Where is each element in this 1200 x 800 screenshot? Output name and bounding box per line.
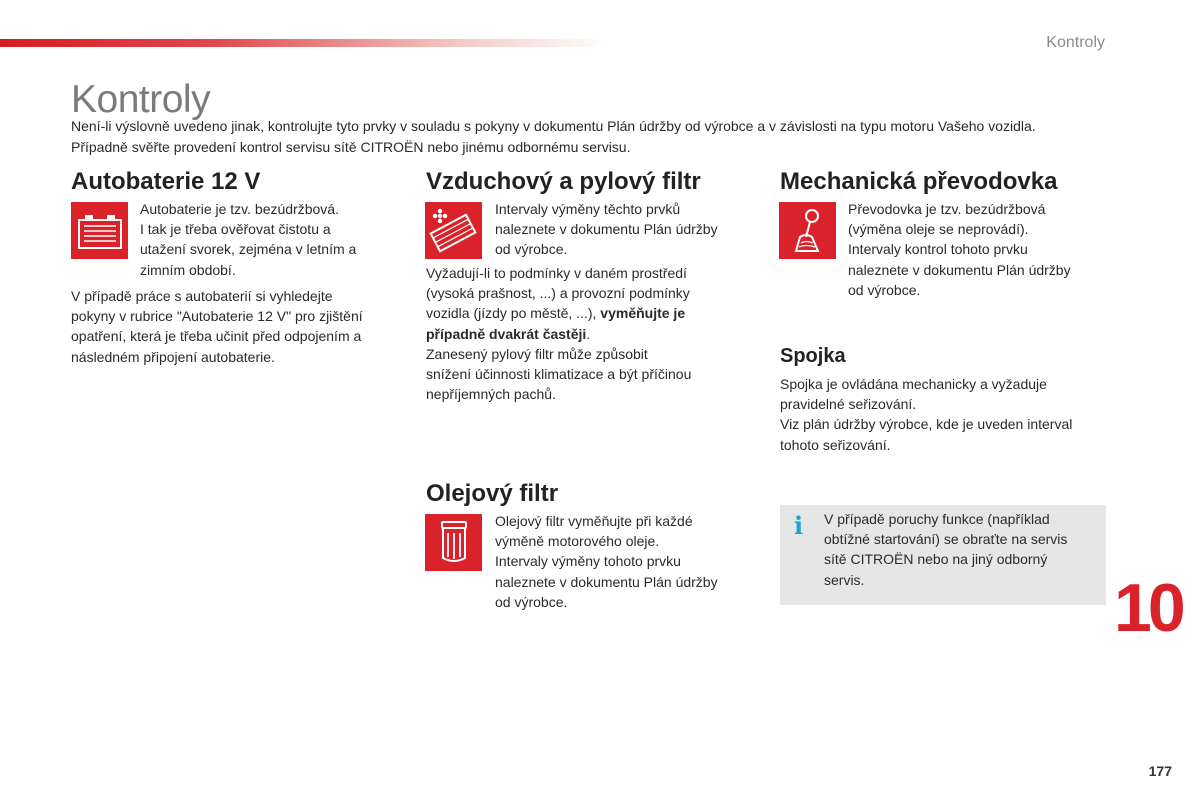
air-filter-icon — [425, 202, 482, 259]
text-line: servis. — [824, 571, 865, 588]
intro-line: Případně svěřte provedení kontrol servisu sítě CITROËN nebo jinému odbornému servisu. — [71, 138, 631, 155]
header-accent-bar — [0, 39, 610, 47]
text-line: od výrobce. — [495, 593, 568, 610]
gearbox-text — [848, 199, 1118, 300]
text-line: V případě poruchy funkce (například — [824, 511, 1050, 527]
battery-paragraph — [71, 286, 411, 367]
text-line: Převodovka je tzv. bezúdržbová — [848, 201, 1046, 217]
intro-text — [71, 116, 1131, 157]
clutch-text — [780, 374, 1120, 455]
text-line: nepříjemných pachů. — [426, 386, 556, 403]
chapter-number: 10 — [1114, 570, 1182, 646]
text-span: vozidla (jízdy po městě, ...), — [426, 305, 601, 322]
battery-intro — [140, 199, 400, 280]
emphasis-text: případně dvakrát častěji — [426, 325, 587, 342]
oil-filter-text — [495, 511, 755, 612]
text-line: pravidelné seřizování. — [780, 396, 917, 413]
info-text — [824, 509, 1100, 590]
text-line: Vyžadují-li to podmínky v daném prostředí — [426, 265, 687, 281]
text-span: . — [586, 325, 591, 342]
gear-lever-icon — [779, 202, 836, 259]
air-filter-paragraph — [426, 263, 746, 404]
text-line: naleznete v dokumentu Plán údržby — [495, 221, 718, 238]
text-line — [426, 303, 746, 323]
info-icon: i — [794, 511, 804, 540]
text-line: Intervaly výměny těchto prvků — [495, 201, 681, 217]
air-filter-heading: Vzduchový a pylový filtr — [426, 168, 701, 195]
text-line: naleznete v dokumentu Plán údržby — [848, 261, 1071, 278]
text-line: pokyny v rubrice "Autobaterie 12 V" pro zjištění — [71, 308, 363, 325]
text-line: následném připojení autobaterie. — [71, 348, 275, 365]
text-line: I tak je třeba ověřovat čistotu a — [140, 221, 331, 238]
battery-icon — [71, 202, 128, 259]
oil-filter-heading: Olejový filtr — [426, 480, 559, 507]
clutch-heading: Spojka — [780, 345, 846, 367]
text-line: Zanesený pylový filtr může způsobit — [426, 345, 648, 362]
info-note — [780, 505, 1106, 605]
text-line: zimním období. — [140, 261, 236, 278]
text-line: obtížné startování) se obraťte na servis — [824, 531, 1068, 548]
emphasis-text: vyměňujte je — [600, 305, 686, 322]
text-line: (výměna oleje se neprovádí). — [848, 221, 1029, 238]
text-line: opatření, která je třeba učinit před odpojením a — [71, 328, 362, 345]
text-line: sítě CITROËN nebo na jiný odborný — [824, 551, 1048, 568]
page-title: Kontroly — [71, 78, 211, 121]
text-line: utažení svorek, zejména v letním a — [140, 241, 357, 258]
air-filter-intro — [495, 199, 755, 260]
text-line — [426, 324, 746, 344]
text-line: (vysoká prašnost, ...) a provozní podmínky — [426, 285, 690, 302]
text-line: Autobaterie je tzv. bezúdržbová. — [140, 201, 339, 217]
text-line: výměně motorového oleje. — [495, 533, 660, 550]
text-line: tohoto seřizování. — [780, 436, 891, 453]
text-line: naleznete v dokumentu Plán údržby — [495, 573, 718, 590]
text-line: Olejový filtr vyměňujte při každé — [495, 513, 693, 529]
text-line: od výrobce. — [495, 241, 568, 258]
text-line: Intervaly kontrol tohoto prvku — [848, 241, 1028, 258]
text-line: Viz plán údržby výrobce, kde je uveden interval — [780, 416, 1073, 433]
oil-filter-icon — [425, 514, 482, 571]
page-number: 177 — [1148, 763, 1172, 779]
running-head: Kontroly — [1046, 34, 1105, 51]
text-line: Intervaly výměny tohoto prvku — [495, 553, 681, 570]
battery-heading: Autobaterie 12 V — [71, 168, 261, 195]
text-line: od výrobce. — [848, 281, 921, 298]
gearbox-heading: Mechanická převodovka — [780, 168, 1058, 195]
intro-line: Není-li výslovně uvedeno jinak, kontrolujte tyto prvky v souladu s pokyny v dokumentu Plán údržby od výrobce a v závislosti na typu motoru Vašeho vozidla. — [71, 118, 1036, 134]
text-line: Spojka je ovládána mechanicky a vyžaduje — [780, 376, 1047, 392]
text-line: V případě práce s autobaterií si vyhledejte — [71, 288, 333, 304]
text-line: snížení účinnosti klimatizace a být příčinou — [426, 366, 692, 383]
